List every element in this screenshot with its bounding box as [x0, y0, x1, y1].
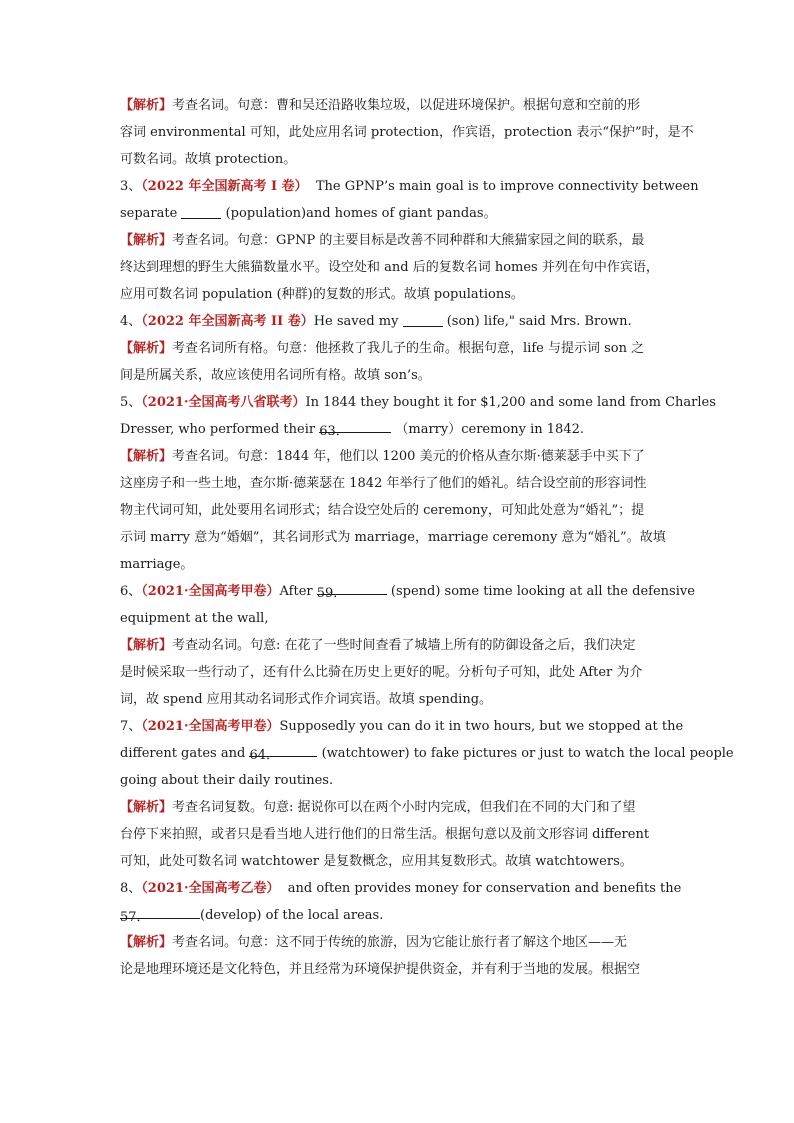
blank-number: 63． — [319, 424, 349, 439]
question-4 — [120, 308, 676, 335]
question-7 — [120, 713, 734, 794]
question-source: （2021·全国高考八省联考） — [141, 395, 306, 410]
question-number: 4、 — [120, 314, 142, 329]
analysis-line: 可数名词。故填 protection。 — [120, 152, 297, 167]
analysis-line: 是时候采取一些行动了，还有什么比骑在历史上更好的呢。分析句子可知，此处 After 为介 — [120, 665, 643, 680]
question-text: After — [279, 584, 313, 599]
question-text: and often provides money for conservation and benefits the — [287, 881, 682, 896]
analysis-line: marriage。 — [120, 557, 194, 572]
question-source: （2022 年全国新高考 II 卷） — [141, 314, 314, 329]
analysis-line: 这座房子和一些土地，查尔斯·德莱瑟在 1842 年举行了他们的婚礼。结合设空前的形容词性 — [120, 476, 647, 491]
analysis-3 — [120, 227, 676, 308]
answer-blank[interactable] — [316, 580, 387, 601]
analysis-6 — [120, 632, 676, 713]
answer-blank[interactable] — [120, 904, 200, 925]
analysis-4 — [120, 335, 676, 389]
answer-blank[interactable] — [319, 418, 391, 439]
blank-number: 64． — [249, 748, 279, 763]
document-page — [120, 92, 734, 983]
blank-number: 59． — [316, 586, 347, 601]
analysis-line: 【解析】考查名词。句意：曹和吴还沿路收集垃圾，以促进环境保护。根据句意和空前的形 — [120, 98, 641, 113]
question-source: （2021·全国高考甲卷） — [141, 584, 280, 599]
analysis-line: 【解析】考查名词所有格。句意：他拯救了我儿子的生命。根据句意，life 与提示词 son 之 — [120, 341, 645, 356]
question-6 — [120, 578, 695, 632]
question-text: In 1844 they bought it for $1,200 and some land from Charles — [305, 395, 716, 410]
analysis-line: 示词 marry 意为“婚姻”，其名词形式为 marriage，marriage ceremony 意为“婚礼”。故填 — [120, 530, 666, 545]
question-text: going about their daily routines. — [120, 773, 334, 788]
question-8 — [120, 875, 682, 929]
question-text: Supposedly you can do it in two hours, but we stopped at the — [279, 719, 684, 734]
analysis-line: 【解析】考查名词。句意：1844 年，他们以 1200 美元的价格从查尔斯·德莱瑟手中买下了 — [120, 449, 645, 464]
answer-blank[interactable] — [249, 742, 317, 763]
question-source: （2022 年全国新高考 I 卷） — [141, 179, 308, 194]
analysis-2 — [120, 92, 694, 173]
analysis-line: 【解析】考查名词。句意：这不同于传统的旅游，因为它能让旅行者了解这个地区——无 — [120, 935, 628, 950]
analysis-line: 台停下来拍照，或者只是看当地人进行他们的日常生活。根据句意以及前文形容词 different — [120, 827, 650, 842]
question-source: （2021·全国高考乙卷） — [141, 881, 280, 896]
question-text: (spend) some time looking at all the defensive — [390, 584, 695, 599]
analysis-line: 【解析】考查名词复数。句意: 据说你可以在两个小时内完成，但我们在不同的大门和了望 — [120, 800, 636, 815]
blank-number: 57． — [120, 910, 150, 925]
question-text: separate — [120, 206, 178, 221]
question-number: 8、 — [120, 881, 142, 896]
question-text: (son) life," said Mrs. Brown. — [446, 314, 632, 329]
analysis-8 — [120, 929, 676, 983]
question-text: (population)and homes of giant pandas。 — [225, 206, 497, 221]
question-text: different gates and — [120, 746, 246, 761]
analysis-line: 【解析】考查动名词。句意: 在花了一些时间查看了城墙上所有的防御设备之后，我们决定 — [120, 638, 636, 653]
analysis-line: 论是地理环境还是文化特色，并且经常为环境保护提供资金，并有利于当地的发展。根据空 — [120, 962, 641, 977]
answer-blank[interactable] — [181, 204, 221, 219]
question-number: 3、 — [120, 179, 142, 194]
question-number: 6、 — [120, 584, 142, 599]
question-number: 5、 — [120, 395, 142, 410]
question-text: He saved my — [313, 314, 399, 329]
analysis-7 — [120, 794, 676, 875]
analysis-line: 应用可数名词 population (种群)的复数的形式。故填 populations。 — [120, 287, 524, 302]
question-text: The GPNP’s main goal is to improve connectivity between — [315, 179, 699, 194]
question-text: Dresser, who performed their — [120, 422, 316, 437]
analysis-5 — [120, 443, 676, 578]
question-3 — [120, 173, 699, 227]
analysis-line: 可知，此处可数名词 watchtower 是复数概念，应用其复数形式。故填 watchtowers。 — [120, 854, 633, 869]
question-number: 7、 — [120, 719, 142, 734]
answer-blank[interactable] — [403, 312, 443, 327]
question-text: (watchtower) to fake pictures or just to watch the local people — [321, 746, 734, 761]
analysis-line: 【解析】考查名词。句意：GPNP 的主要目标是改善不同种群和大熊猫家园之间的联系，最 — [120, 233, 645, 248]
question-text: equipment at the wall, — [120, 611, 269, 626]
question-text: （marry）ceremony in 1842. — [395, 422, 585, 437]
analysis-line: 词，故 spend 应用其动名词形式作介词宾语。故填 spending。 — [120, 692, 493, 707]
question-source: （2021·全国高考甲卷） — [141, 719, 280, 734]
analysis-line: 间是所属关系，故应该使用名词所有格。故填 son’s。 — [120, 368, 431, 383]
analysis-line: 容词 environmental 可知，此处应用名词 protection，作宾语，protection 表示“保护”时，是不 — [120, 125, 694, 140]
analysis-line: 终达到理想的野生大熊猫数量水平。设空处和 and 后的复数名词 homes 并列在句中作宾语， — [120, 260, 659, 275]
analysis-line: 物主代词可知，此处要用名词形式；结合设空处后的 ceremony，可知此处意为“婚礼”；提 — [120, 503, 645, 518]
question-5 — [120, 389, 716, 443]
question-text: (develop) of the local areas. — [200, 908, 384, 923]
